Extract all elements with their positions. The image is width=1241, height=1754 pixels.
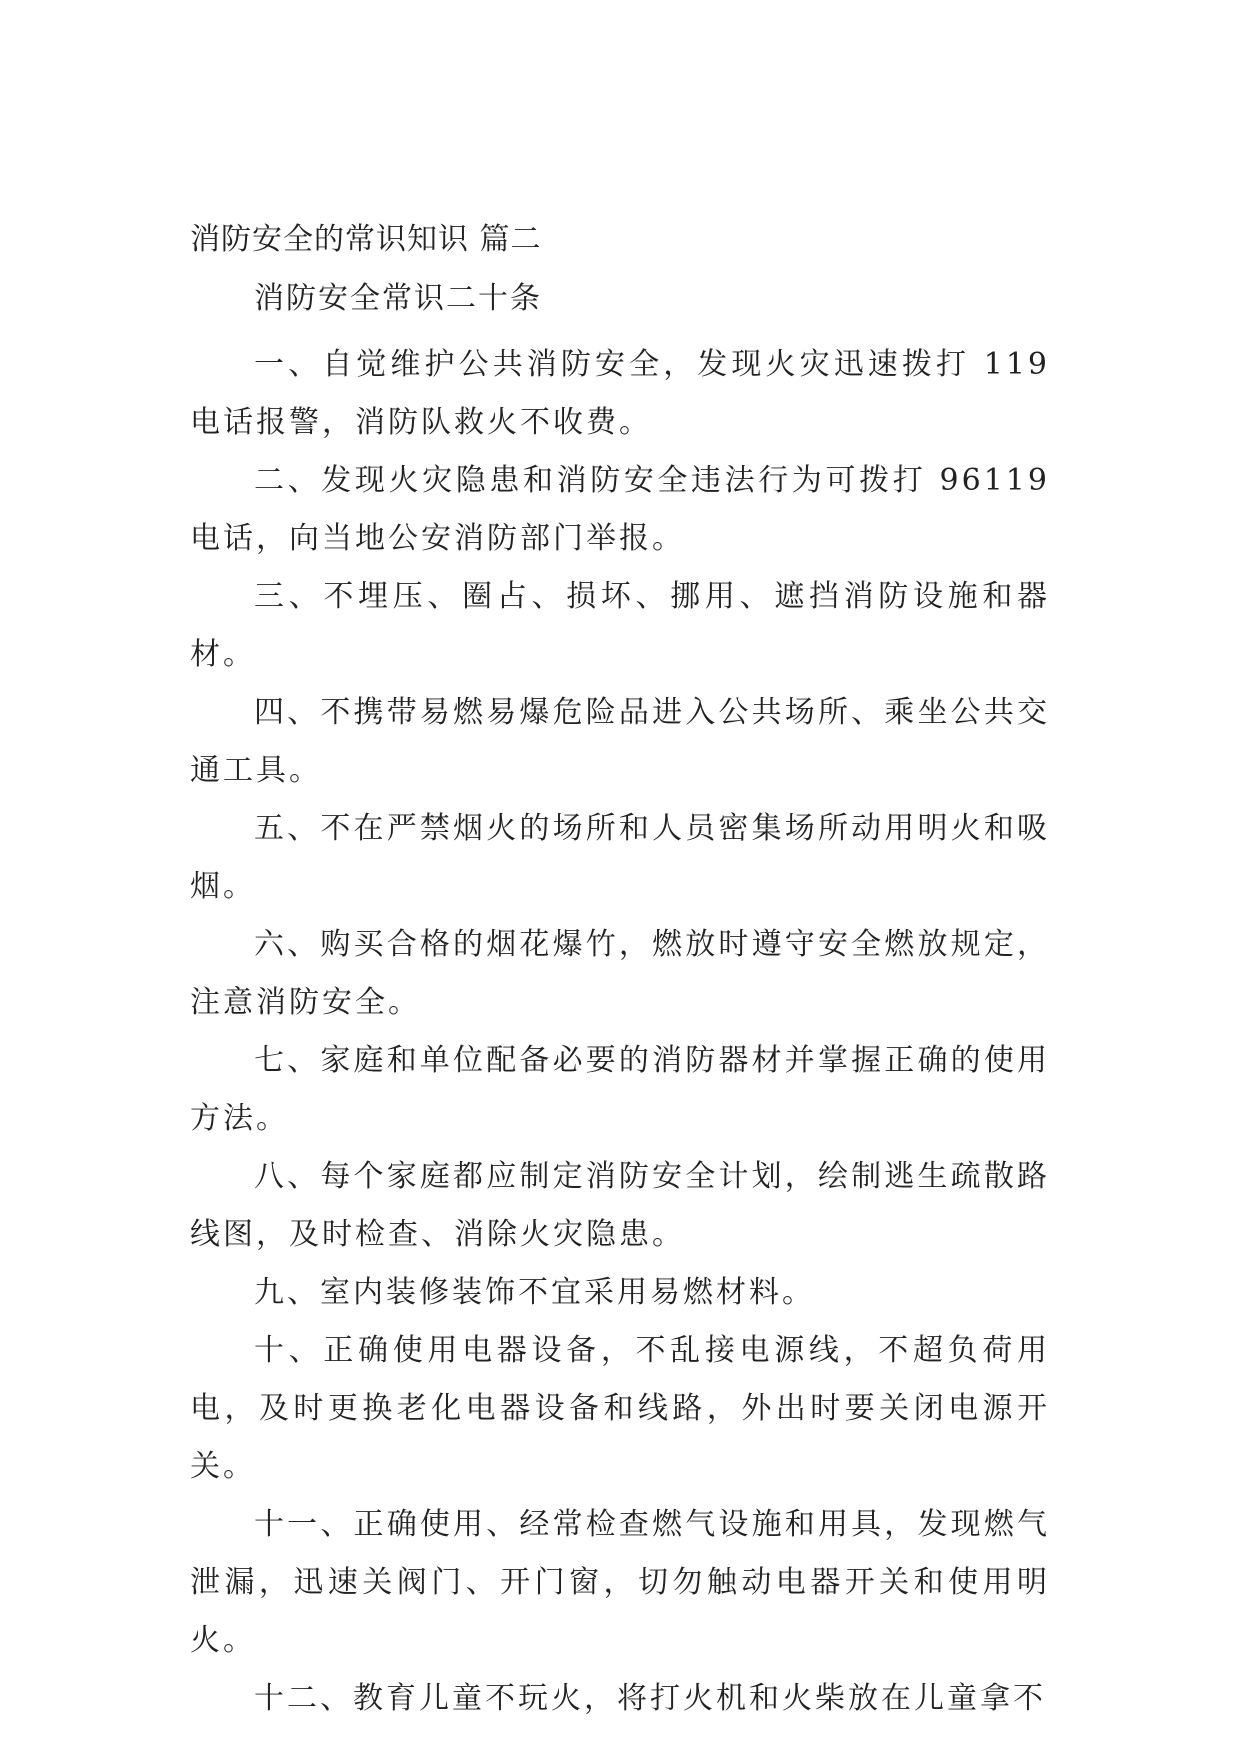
list-item-2: 二、发现火灾隐患和消防安全违法行为可拨打 96119 电话，向当地公安消防部门举报。 <box>190 463 1050 556</box>
document-title: 消防安全的常识知识 篇二 <box>190 222 542 257</box>
document-subtitle: 消防安全常识二十条 <box>254 281 542 316</box>
list-item-6: 六、购买合格的烟花爆竹，燃放时遵守安全燃放规定，注意消防安全。 <box>190 927 1050 1020</box>
list-item-10: 十、正确使用电器设备，不乱接电源线，不超负荷用电，及时更换老化电器设备和线路，外出时要关闭电源开关。 <box>190 1333 1050 1484</box>
document-page <box>190 218 1050 1728</box>
list-item-1: 一、自觉维护公共消防安全，发现火灾迅速拨打 119 电话报警，消防队救火不收费。 <box>190 347 1050 440</box>
list-item-11: 十一、正确使用、经常检查燃气设施和用具，发现燃气泄漏，迅速关阀门、开门窗，切勿触动电器开关和使用明火。 <box>190 1507 1050 1658</box>
list-item-4: 四、不携带易燃易爆危险品进入公共场所、乘坐公共交通工具。 <box>190 695 1050 788</box>
list-item-3: 三、不埋压、圈占、损坏、挪用、遮挡消防设施和器材。 <box>190 579 1050 672</box>
list-item-7: 七、家庭和单位配备必要的消防器材并掌握正确的使用方法。 <box>190 1043 1050 1136</box>
list-item-5: 五、不在严禁烟火的场所和人员密集场所动用明火和吸烟。 <box>190 811 1050 904</box>
list-item-12: 十二、教育儿童不玩火，将打火机和火柴放在儿童拿不 <box>254 1681 1046 1716</box>
list-item-8: 八、每个家庭都应制定消防安全计划，绘制逃生疏散路线图，及时检查、消除火灾隐患。 <box>190 1159 1050 1252</box>
list-item-9: 九、室内装修装饰不宜采用易燃材料。 <box>254 1275 815 1310</box>
